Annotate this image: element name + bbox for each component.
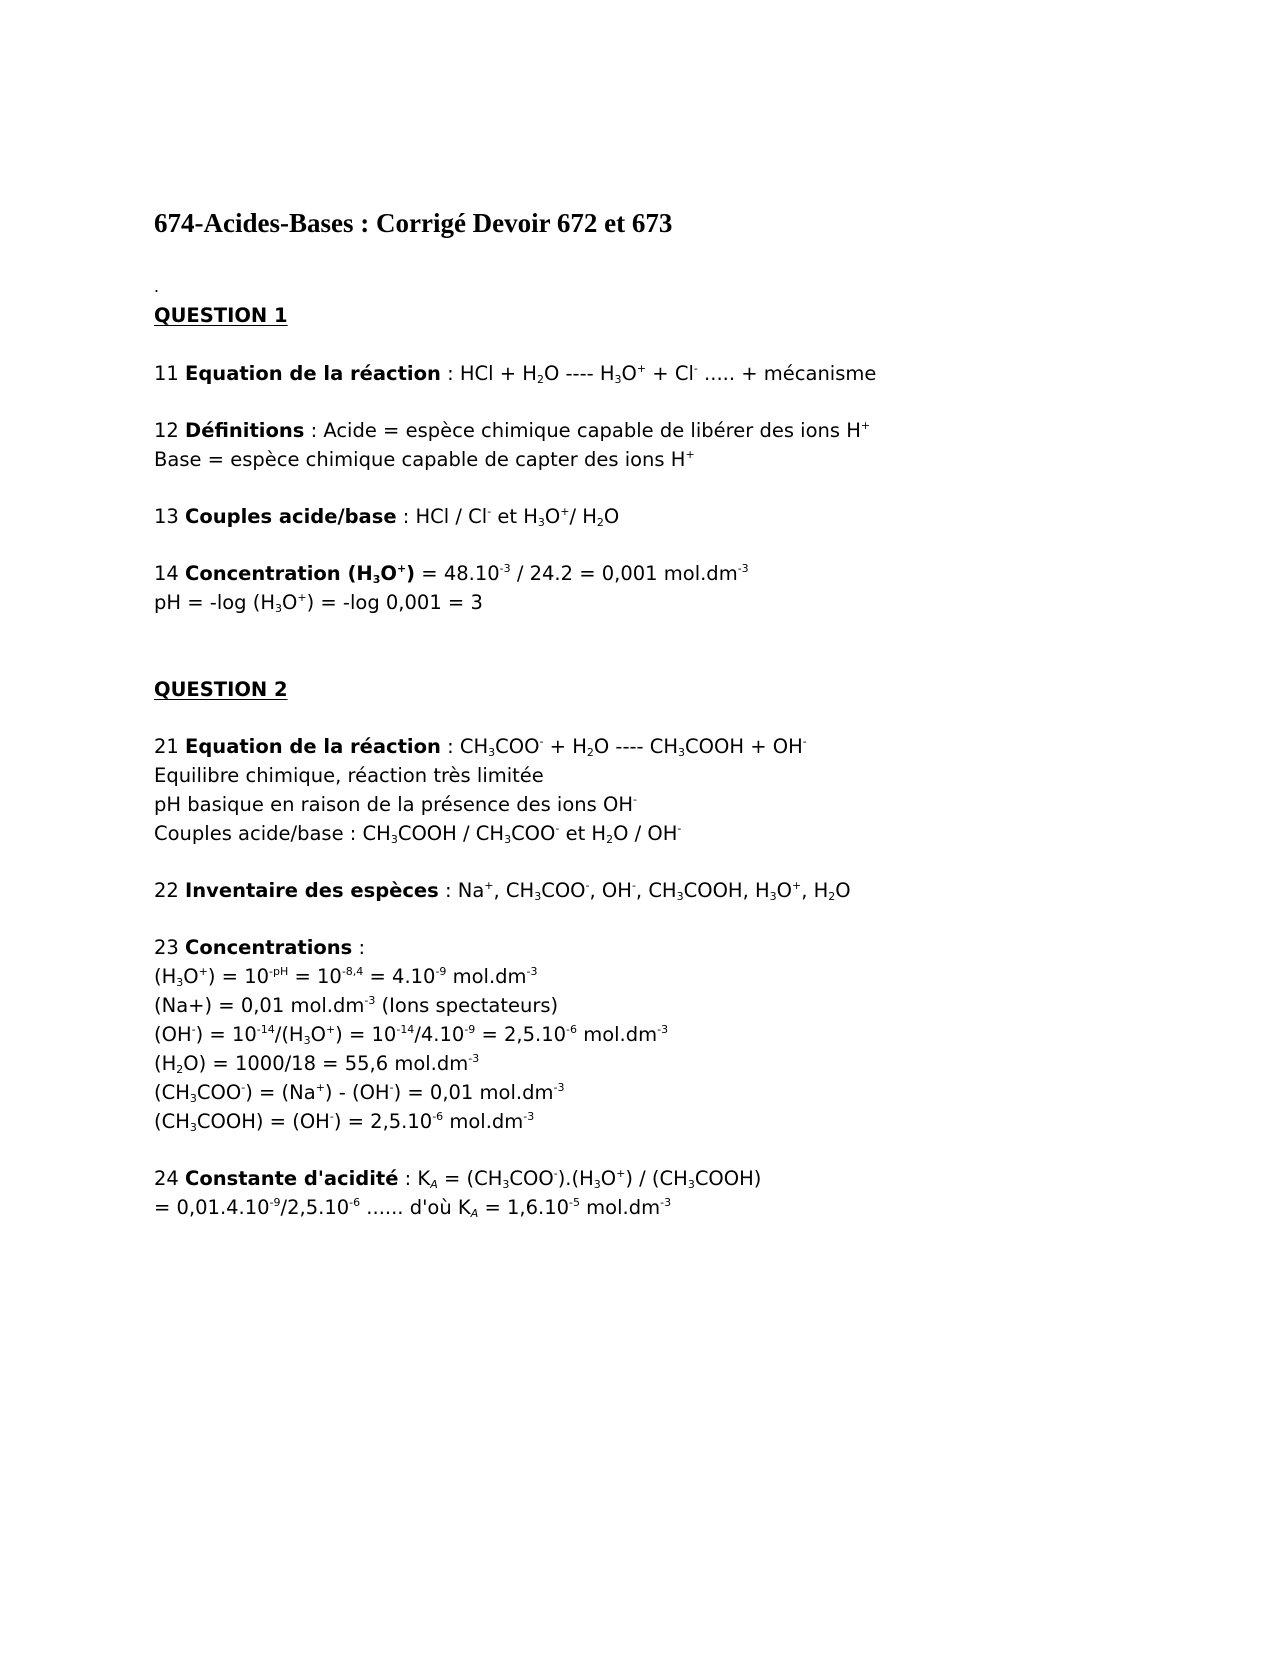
answer-22-label: Inventaire des espèces bbox=[185, 879, 439, 902]
concentration-na: (Na+) = 0,01 $mol.dm^{-3}$ (Ions spectateurs) bbox=[154, 994, 559, 1017]
answer-23 bbox=[154, 938, 365, 958]
answer-12-base: Base = espèce chimique capable de capter des ions H+ bbox=[154, 448, 695, 471]
answer-21-couples: Couples acide/base : $CH_3COOH / CH_3COO^-$ et $H_2O / OH^-$ bbox=[154, 822, 682, 846]
answer-14 bbox=[154, 564, 749, 584]
question-1-heading: QUESTION 1 bbox=[154, 304, 288, 327]
answer-13-number: 13 bbox=[154, 505, 179, 528]
answer-21 bbox=[154, 737, 807, 757]
answer-12-number: 12 bbox=[154, 419, 179, 442]
answer-11-text: : HCl + $H_2O$ ---- $H_3O^+ + Cl^-$ ..... + mécanisme bbox=[447, 362, 877, 386]
answer-22-text: : Na+, $CH_3COO^-$, OH-, $CH_3COOH$, $H_3O^+$, $H_2O$ bbox=[444, 879, 851, 903]
answer-23-number: 23 bbox=[154, 936, 179, 959]
answer-22 bbox=[154, 881, 851, 901]
answer-14-ph: pH = -log $(H_3O^+) = -\log$ 0,001 = 3 bbox=[154, 591, 483, 615]
answer-12-text: : Acide = espèce chimique capable de libérer des ions H+ bbox=[310, 419, 871, 442]
answer-13 bbox=[154, 507, 619, 527]
answer-21-equilibrium: Equilibre chimique, réaction très limitée bbox=[154, 764, 544, 787]
answer-21-text: : $CH_3COO^- + H_2O$ ---- $CH_3COOH + OH^-$ bbox=[447, 735, 807, 759]
dot-marker: . bbox=[154, 276, 160, 296]
answer-21-label: Equation de la réaction bbox=[185, 735, 441, 758]
concentration-h3o: $(H_3O^+) = 10^{-pH} = 10^{-8,4} = 4.10^{-9}$ $mol.dm^{-3}$ bbox=[154, 965, 538, 989]
answer-24-result: = $0,01.4.10^{-9}/2,5.10^{-6}$ ...... d'où $K_A = 1,6.10^{-5}$ $mol.dm^{-3}$ bbox=[154, 1196, 672, 1220]
answer-13-label: Couples acide/base bbox=[185, 505, 397, 528]
answer-13-text: : HCl / Cl- et $H_3O^+/$ $H_2O$ bbox=[402, 505, 620, 529]
document-title: 674-Acides-Bases : Corrigé Devoir 672 et 673 bbox=[154, 208, 673, 238]
answer-14-label: Concentration $(H_3O^+)$ bbox=[185, 562, 416, 586]
concentration-ch3cooh: $(CH_3COOH) = (OH^-) = 2,5.10^{-6}$ $mol.dm^{-3}$ bbox=[154, 1110, 535, 1134]
answer-23-label: Concentrations bbox=[185, 936, 353, 959]
answer-24 bbox=[154, 1169, 761, 1189]
answer-24-label: Constante d'acidité bbox=[185, 1167, 399, 1190]
answer-11-label: Equation de la réaction bbox=[185, 362, 441, 385]
answer-14-text: = $48.10^{-3} / 24.2 = 0,001$ $mol.dm^{-3}$ bbox=[421, 562, 749, 585]
concentration-h2o: $(H_2O) = 1000/18 = 55,6$ $mol.dm^{-3}$ bbox=[154, 1052, 480, 1076]
answer-24-text: : $K_A = (CH_3COO^-).(H_3O^+)$ / $(CH_3COOH)$ bbox=[404, 1167, 762, 1191]
answer-12-label: Définitions bbox=[185, 419, 305, 442]
answer-11-number: 11 bbox=[154, 362, 179, 385]
answer-23-text: : bbox=[358, 936, 366, 959]
answer-24-number: 24 bbox=[154, 1167, 179, 1190]
answer-14-number: 14 bbox=[154, 562, 179, 585]
concentration-ch3coo: $(CH_3COO^-) = (Na^+) - (OH^-) = 0,01$ $mol.dm^{-3}$ bbox=[154, 1081, 565, 1105]
question-2-heading: QUESTION 2 bbox=[154, 678, 288, 701]
concentration-oh: $(OH^-) = 10^{-14}/(H_3O^+) = 10^{-14}/4.10^{-9} = 2,5.10^{-6}$ $mol.dm^{-3}$ bbox=[154, 1023, 669, 1047]
answer-21-number: 21 bbox=[154, 735, 179, 758]
answer-22-number: 22 bbox=[154, 879, 179, 902]
answer-11 bbox=[154, 364, 876, 384]
answer-12 bbox=[154, 421, 870, 441]
answer-21-ph: pH basique en raison de la présence des ions OH- bbox=[154, 793, 637, 816]
